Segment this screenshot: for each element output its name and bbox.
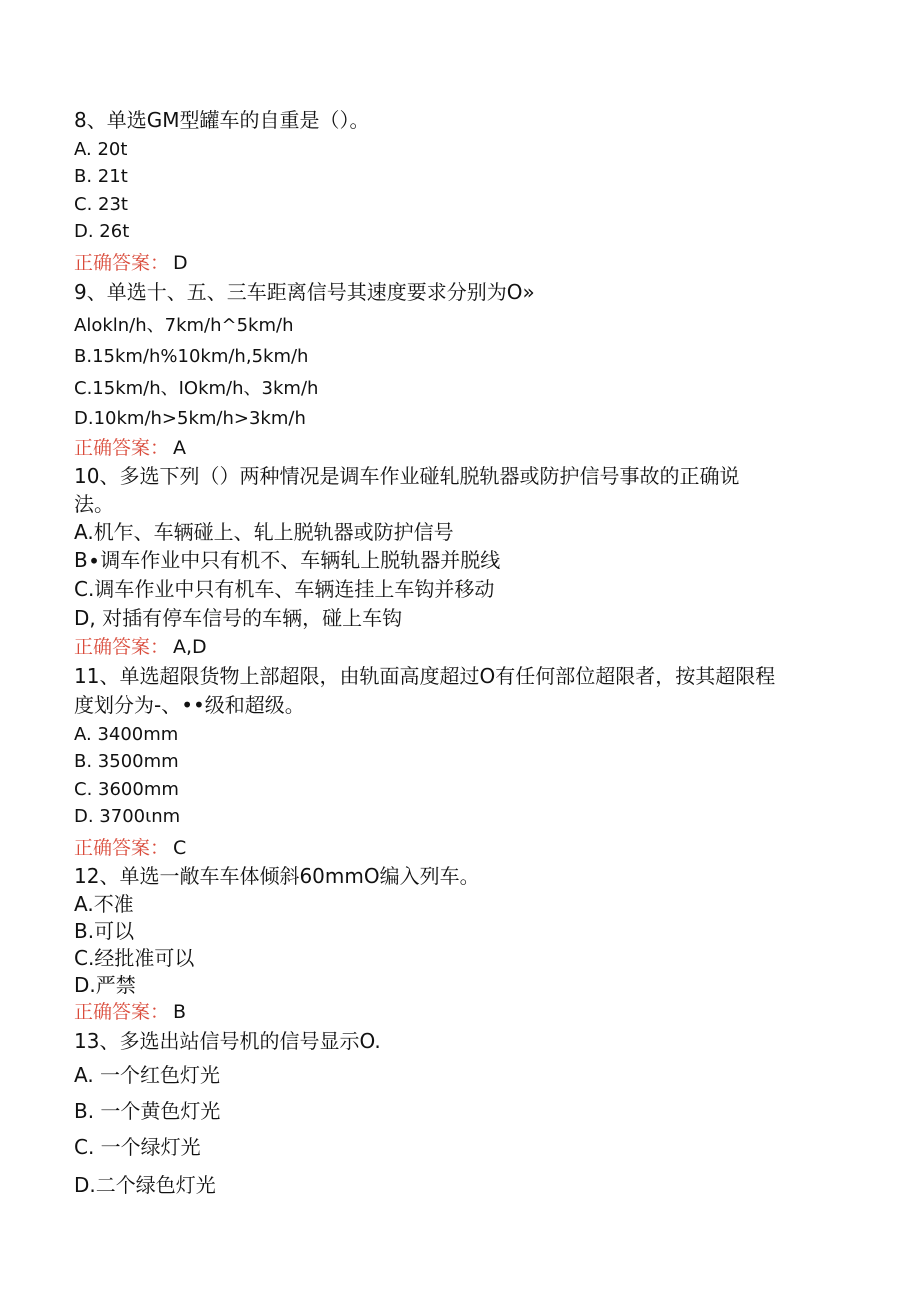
question-13-option-c: C. 一个绿灯光: [74, 1135, 201, 1159]
answer-value: D: [173, 252, 188, 274]
question-11-stem-line-2: 度划分为-、••级和超级。: [74, 693, 305, 717]
answer-label: 正确答案：: [74, 1001, 170, 1023]
question-10-answer: [74, 638, 207, 657]
question-9-option-d: D.10km∕h>5km∕h>3km∕h: [74, 408, 306, 429]
question-9-option-b: B.15km∕h%10km∕h,5km/h: [74, 346, 309, 367]
question-12-stem: 12、单选一敞车车体倾斜60mmO编入列车。: [74, 864, 480, 888]
question-11-option-c: C. 3600mm: [74, 779, 179, 800]
answer-label: 正确答案：: [74, 437, 170, 459]
question-10-option-b: B∙调车作业中只有机不、车辆轧上脱轨器并脱线: [74, 548, 501, 572]
answer-value: A,D: [173, 636, 207, 658]
answer-value: C: [173, 837, 187, 859]
question-10-option-c: C.调车作业中只有机车、车辆连挂上车钩并移动: [74, 577, 495, 601]
question-11-option-b: B. 3500mm: [74, 751, 179, 772]
question-13-option-b: B. 一个黄色灯光: [74, 1099, 221, 1123]
question-9-option-c: C.15km/h、IOkm/h、3km∕h: [74, 378, 319, 399]
question-11-stem-line-1: 11、单选超限货物上部超限，由轨面高度超过O有任何部位超限者，按其超限程: [74, 664, 776, 688]
question-10-option-d: D, 对插有停车信号的车辆，碰上车钩: [74, 606, 403, 630]
question-8-option-a: A. 20t: [74, 139, 128, 160]
question-12-option-c: C.经批准可以: [74, 946, 195, 970]
question-10-stem-line-2: 法。: [74, 492, 114, 516]
answer-value: B: [173, 1001, 187, 1023]
question-8-option-d: D. 26t: [74, 221, 130, 242]
question-11-answer: [74, 839, 186, 858]
question-8-answer: [74, 254, 188, 273]
question-8-option-c: C. 23t: [74, 194, 128, 215]
answer-value: A: [173, 437, 187, 459]
answer-label: 正确答案：: [74, 837, 170, 859]
question-8-stem: 8、单选GM型罐车的自重是（）。: [74, 108, 370, 132]
question-13-stem: 13、多选出站信号机的信号显示O.: [74, 1029, 381, 1053]
question-13-option-a: A. 一个红色灯光: [74, 1063, 221, 1087]
question-10-option-a: A.机乍、车辆碰上、轧上脱轨器或防护信号: [74, 520, 454, 544]
question-12-option-a: A.不准: [74, 892, 134, 916]
question-11-option-d: D. 3700ιnm: [74, 806, 181, 827]
question-9-answer: [74, 439, 186, 458]
question-9-option-a: Alokln/h、7km/h^5km∕h: [74, 315, 294, 336]
answer-label: 正确答案：: [74, 636, 170, 658]
question-12-option-b: B.可以: [74, 919, 135, 943]
question-11-option-a: A. 3400mm: [74, 724, 179, 745]
question-9-stem: 9、单选十、五、三车距离信号其速度要求分别为O»: [74, 280, 535, 304]
answer-label: 正确答案：: [74, 252, 170, 274]
question-12-answer: [74, 1003, 186, 1022]
question-10-stem-line-1: 10、多选下列（）两种情况是调车作业碰轧脱轨器或防护信号事故的正确说: [74, 464, 740, 488]
question-8-option-b: B. 21t: [74, 166, 128, 187]
question-12-option-d: D.严禁: [74, 973, 136, 997]
question-13-option-d: D.二个绿色灯光: [74, 1173, 216, 1197]
